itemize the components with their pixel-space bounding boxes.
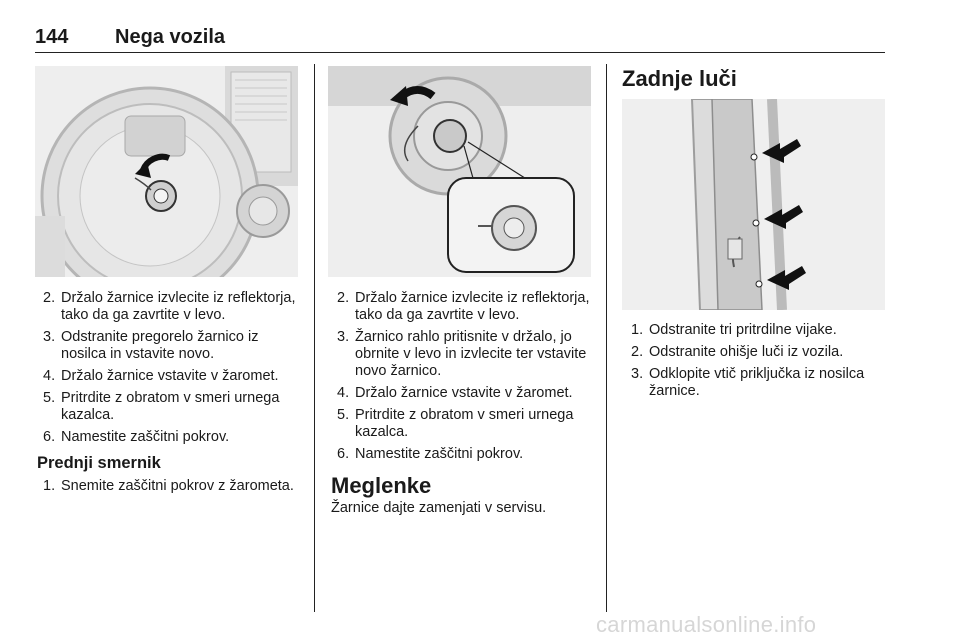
- list-item: 4. Držalo žarnice vstavite v žaromet.: [43, 368, 279, 384]
- list-item: 3. Odklopite vtič priključka iz nosilca žarnice.: [631, 366, 865, 399]
- list-item: 2. Odstranite ohišje luči iz vozila.: [631, 344, 844, 360]
- column-divider: [606, 64, 607, 612]
- steps-list: [37, 478, 299, 495]
- list-item: 6. Namestite zaščitni pokrov.: [337, 446, 524, 462]
- list-item: 1. Odstranite tri pritrdilne vijake.: [631, 322, 837, 338]
- steps-list: [331, 290, 595, 463]
- steps-list: [37, 290, 299, 446]
- list-item: 6. Namestite zaščitni pokrov.: [43, 429, 230, 445]
- steps-list: [625, 322, 887, 400]
- figure-rear-light-screws: [622, 99, 885, 310]
- list-item: 5. Pritrdite z obratom v smeri urnega kazalca.: [337, 407, 574, 440]
- list-item: 1. Snemite zaščitni pokrov z žarometa.: [43, 478, 294, 494]
- list-item: 3. Žarnico rahlo pritisnite v držalo, jo obrnite v levo in izvlecite ter vstavite novo žarnico.: [337, 329, 587, 379]
- column-divider: [314, 64, 315, 612]
- section-heading-zadnje-luci: Zadnje luči: [622, 66, 737, 91]
- paragraph: Žarnice dajte zamenjati v servisu.: [331, 500, 547, 516]
- column-1-text: [37, 290, 299, 500]
- list-item: 3. Odstranite pregorelo žarnico iz nosilca in vstavite novo.: [43, 329, 259, 362]
- list-item: 2. Držalo žarnice izvlecite iz reflektorja, tako da ga zavrtite v levo.: [337, 290, 590, 323]
- page-title: Nega vozila: [115, 26, 226, 48]
- page-number: 144: [35, 26, 69, 48]
- section-heading-meglenke: Meglenke: [331, 473, 432, 498]
- watermark: carmanualsonline.info: [596, 612, 817, 637]
- list-item: 2. Držalo žarnice izvlecite iz reflektorja, tako da ga zavrtite v levo.: [43, 290, 296, 323]
- column-3-text: [625, 322, 887, 405]
- subheading-prednji-smernik: Prednji smernik: [37, 454, 161, 472]
- page-header: [35, 26, 885, 53]
- column-2-text: [331, 290, 595, 517]
- figure-headlamp-bulb-holder: [35, 66, 298, 277]
- list-item: 4. Držalo žarnice vstavite v žaromet.: [337, 385, 573, 401]
- list-item: 5. Pritrdite z obratom v smeri urnega kazalca.: [43, 390, 280, 423]
- figure-bulb-holder-detail: [328, 66, 591, 277]
